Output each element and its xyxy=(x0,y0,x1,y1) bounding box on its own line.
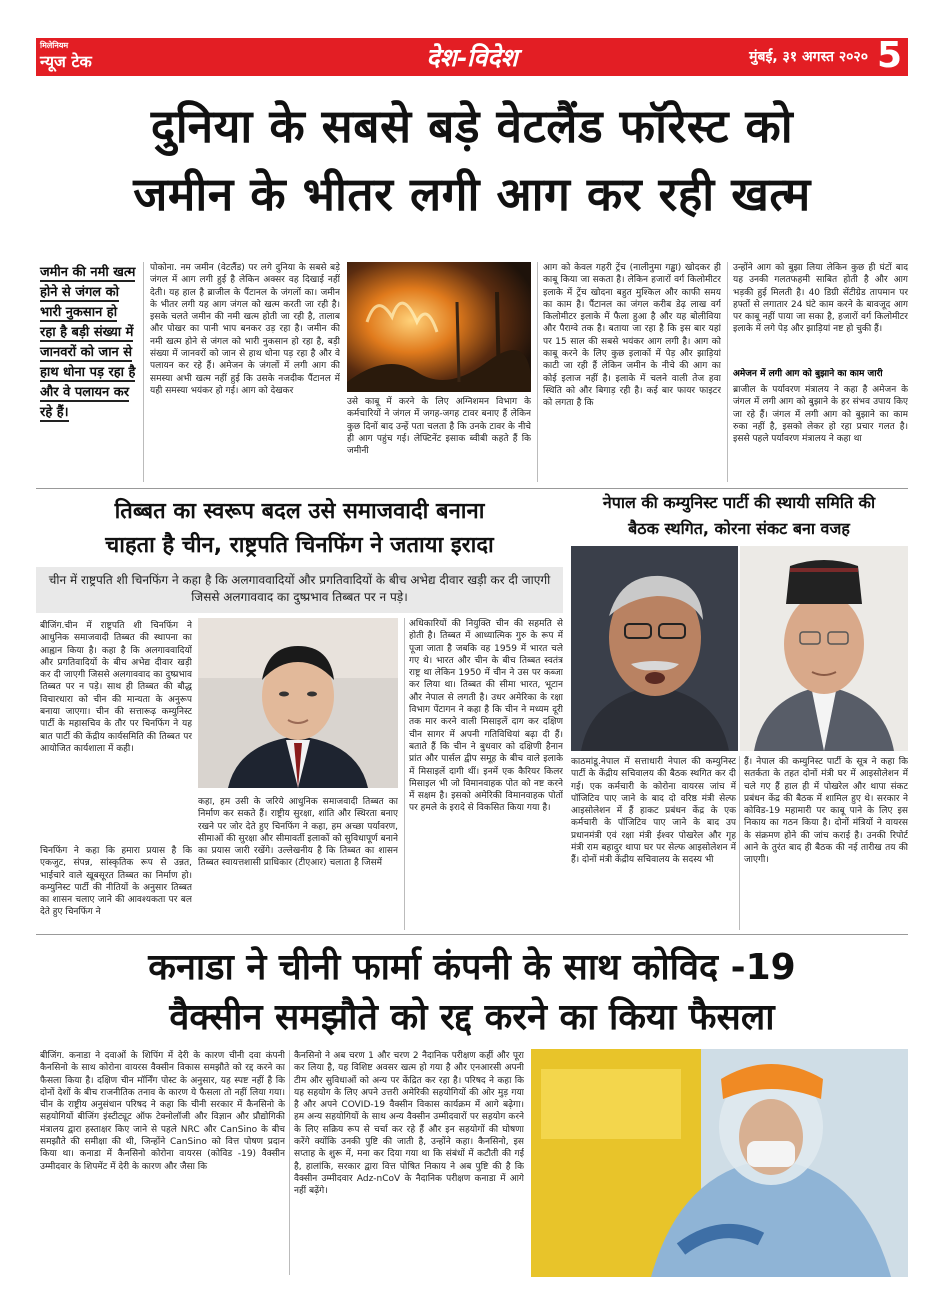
kp-oli-photo xyxy=(740,546,908,751)
story1-column-4-tail: ब्राजील के पर्यावरण मंत्रालय ने कहा है अमेजन के जंगल में लगी आग को बुझाने के हर संभव उपाय किए जा रहे हैं। जंगल में लगी आग को बुझाने का काम रुका नहीं है, इसको लेकर हो रहा प्रचार गलत है। इससे पहले पर्यावरण मंत्रालय ने कहा था xyxy=(733,385,908,445)
xi-jinping-photo xyxy=(198,618,398,788)
brand-name: न्यूज टेक xyxy=(40,52,92,71)
story3-headline-line2: बैठक स्थगित, कोरना संकट बना वजह xyxy=(628,519,850,538)
story3-column-2: हैं। नेपाल की कम्युनिस्ट पार्टी के सूत्र ने कहा कि सतर्कता के तहत दोनों मंत्री घर में आइसोलेशन में चले गए हैं हाल ही में पोखरेल और थापा संकट प्रबंधन केंद्र की बैठक में शामिल हुए थे। सरकार ने कोविड-19 महामारी पर काबू पाने के लिए इस निकाय का गठन किया है। दोनों मंत्रियों ने वायरस के संक्रमण होने की जांच कराई है। उनकी रिपोर्ट आने के तुरंत बाद ही बैठक की नई तारीख तय की जाएगी। xyxy=(744,757,908,866)
column-divider xyxy=(404,618,405,930)
story1-headline-line2: जमीन के भीतर लगी आग कर रही खत्म xyxy=(133,167,811,221)
page-number: 5 xyxy=(876,35,902,76)
story2-column-1: बीजिंग.चीन में राष्ट्रपति शी चिनफिंग ने आधुनिक समाजवादी तिब्बत की स्थापना का आह्वान किया है। कहा है कि अलगाववादियों और प्रगतिवादियों के बीच अभेद्य दीवार खड़ी कर दी जाएगी जिससे अलगाववाद का दुष्प्रभाव तिब्बत पर न पड़े। साथ ही तिब्बत की बौद्ध विचारधारा को चीन की मान्यता के अनुरूप बनाया जाएगा। चीन की सत्तारूढ़ कम्युनिस्ट पार्टी के महासचिव के तौर पर चिनफिंग ने यह बात पार्टी की केंद्रीय कार्यसमिति की तिब्बत पर आयोजित कार्यशाला में कही। xyxy=(40,621,192,754)
story2-column-1b: चिनफिंग ने कहा कि हमारा प्रयास है कि एकजुट, संपन्न, सांस्कृतिक रूप से उन्नत, भाईचारे वाले खूबसूरत तिब्बत का निर्माण हो। कम्युनिस्ट पार्टी की नीतियों के अनुसार तिब्बत का शासन चलाए जाने की आवश्यकता पर बल देते हुए चिनफिंग ने xyxy=(40,846,192,918)
prachanda-photo xyxy=(571,546,738,751)
lab-worker-photo xyxy=(531,1049,908,1277)
column-divider xyxy=(739,756,740,930)
story2-headline-line1: तिब्बत का स्वरूप बदल उसे समाजवादी बनाना xyxy=(114,499,485,524)
header-band xyxy=(36,35,908,76)
story1-column-3: आग को केवल गहरी ट्रेंच (नालीनुमा गड्ढा) खोदकर ही काबू किया जा सकता है। लेकिन हजारों वर्ग किलोमीटर इलाके में ट्रेंच खोदना बहुत मुश्किल और काफी समय का काम है। पैंटानल का जंगल करीब डेढ़ लाख वर्ग किलोमीटर इलाके में फैला हुआ है और यह बोलीविया और पैराग्वे तक है। बताया जा रहा है कि इस बार यहां पर 15 साल की सबसे भयंकर आग लगी है। आग को काबू करने के लिए कुछ इलाकों में पेड़ और झाड़ियां काटी जा रही हैं लेकिन जमीन के नीचे की आग का कोई इलाज नहीं है। इलाके में चलने वाली तेज हवा स्थिति को और बिगाड़ रही है। कई बार फायर फाइटर को लगता है कि xyxy=(543,263,721,409)
pullquote: जमीन की नमी खत्म होने से जंगल को भारी नुकसान हो रहा है बड़ी संख्या में जानवरों को जान से हाथ धोना पड़ रहा है और वे पलायन कर रहे हैं। xyxy=(40,265,136,420)
story4-headline-line1: कनाडा ने चीनी फार्मा कंपनी के साथ कोविद -19 xyxy=(148,947,796,988)
column-divider xyxy=(727,262,728,482)
forest-fire-photo xyxy=(347,262,531,392)
story1-column-1: पोकोना. नम जमीन (वेटलैंड) पर लगे दुनिया के सबसे बड़े जंगल में आग लगी हुई है लेकिन अक्सर वह दिखाई नहीं देती। यह हाल है ब्राजील के पैंटानल के जंगलों का। जमीन के भीतर लगी यह आग जंगल को खत्म करती जा रही है। इसके चलते जमीन की नमी खत्म होती जा रही है, तालाब और पोखर का पानी भाप बनकर उड़ रहा है। जमीन की नमी खत्म होने से जंगल को भारी नुकसान हो रहा है, बड़ी संख्या में जानवरों को जान से हाथ धोना पड़ रहा है और वे पलायन कर रहे हैं। अमेजन के जंगलों में लगी आग की समस्या अभी खत्म नहीं हुई कि उसके नजदीक पैंटानल में यही समस्या भयंकर हो गई। आग को देखकर xyxy=(150,263,340,396)
column-divider xyxy=(289,1050,290,1275)
story2-column-2: कहा, हम उसी के जरिये आधुनिक समाजवादी तिब्बत का निर्माण कर सकते हैं। राष्ट्रीय सुरक्षा, शांति और स्थिरता बनाए रखने पर जोर देते हुए चिनफिंग ने कहा, हम अच्छा पर्यावरण, सीमाओं की सुरक्षा और सीमावर्ती इलाकों को सुविधापूर्ण बनाने का प्रयास जारी रखेंगे। उल्लेखनीय है कि तिब्बत का शासन तिब्बत स्वायत्तशासी प्राधिकार (टीएआर) चलाता है जिसमें xyxy=(198,797,398,869)
section-rule xyxy=(36,488,908,489)
column-divider xyxy=(143,262,144,482)
dateline: मुंबई, ३१ अगस्त २०२० xyxy=(749,49,868,65)
section-title: देश-विदेश xyxy=(426,43,518,72)
story4-column-2: कैनसिनो ने अब चरण 1 और चरण 2 नैदानिक परीक्षण कहीं और पूरा कर लिया है, यह विशिष्ट अवसर खत्म हो गया है और एनआरसी अपनी टीम और सुविधाओं को अन्य पर केंद्रित कर रहा है। परिषद ने कहा कि यह सहयोग के लिए अपने उत्तरी अमेरिकी सहयोगियों की ओर मुड़ गया है और अपने COVID-19 वैक्सीन विकास कार्यक्रम में आगे बढ़ेगा। हम अन्य सहयोगियों के साथ अन्य वैक्सीन उम्मीदवारों पर सहयोग करने के लिए सक्रिय रूप से चर्चा कर रहे हैं और इन सहयोगों की घोषणा करेंगे क्योंकि उनकी पुष्टि की जाती है, उन्होंने कहा। कैनसिनो, इस सप्ताह के शुरू में, मना कर दिया गया था कि संबंधों में कटौती की गई है, हालांकि, सरकार द्वारा वित्त पोषित निकाय ने अब पुष्टि की है कि वैक्सीन उम्मीदवार Adz-nCoV के नैदानिक परीक्षण कनाडा में आगे नहीं बढ़ेंगे। xyxy=(294,1051,524,1197)
section-rule xyxy=(36,934,908,935)
column-divider xyxy=(537,262,538,482)
story3-headline-line1: नेपाल की कम्युनिस्ट पार्टी की स्थायी समिति की xyxy=(602,493,876,512)
story2-subhead: चीन में राष्ट्रपति शी चिनफिंग ने कहा है कि अलगाववादियों और प्रगतिवादियों के बीच अभेद्य दीवार खड़ी कर दी जाएगी जिससे अलगाववाद का दुष्प्रभाव तिब्बत पर न पड़े। xyxy=(36,567,563,613)
story1-column-4: उन्होंने आग को बुझा लिया लेकिन कुछ ही घंटों बाद यह उनकी गलतफहमी साबित होती है और आग भड़की हुई मिलती है। 40 डिग्री सेंटीग्रेड तापमान पर हफ्तों से लगातार 24 घंटे काम करने के बावजूद आग पर काबू नहीं पाया जा सका है, हजारों वर्ग किलोमीटर इलाके में लगे पेड़ और झाड़ियां नष्ट हो चुकी हैं। xyxy=(733,263,908,335)
story2-headline-line2: चाहता है चीन, राष्ट्रपति चिनफिंग ने जताया इरादा xyxy=(105,533,494,558)
story4-headline-line2: वैक्सीन समझौते को रद्द करने का किया फैसला xyxy=(169,997,775,1038)
story4-column-1: बीजिंग. कनाडा ने दवाओं के शिपिंग में देरी के कारण चीनी दवा कंपनी कैनसिनो के साथ कोरोना वायरस वैक्सीन विकास समझौते को रद्द करने का फैसला किया है। दक्षिण चीन मॉर्निंग पोस्ट के अनुसार, यह स्पष्ट नहीं है कि दोनों देशों के बीच राजनीतिक तनाव के कारण ये फैसला तो नहीं लिया गया। चीन के राष्ट्रीय अनुसंधान परिषद ने कहा कि चीनी सरकार में कैनसिनो के सहयोगियों बीजिंग इंस्टीट्यूट ऑफ टेक्नोलॉजी और विज्ञान और प्रौद्योगिकी मंत्रालय द्वारा हस्ताक्षर किए जाने से पहले NRC और CanSino के बीच समझौते की समीक्षा की थी, जिन्होंने CanSino को वित्त पोषण प्रदान किया था। कनाडा में कैनसिनो कोरोना वायरस (कोविड -19) वैक्सीन उम्मीदवार के शिपमेंट में देरी के कारण और जैसा कि xyxy=(40,1051,285,1172)
story2-column-3: अधिकारियों की नियुक्ति चीन की सहमति से होती है। तिब्बत में आध्यात्मिक गुरु के रूप में पूजा जाता है जबकि वह 1959 में भारत चले गए थे। भारत और चीन के बीच तिब्बत स्वतंत्र राष्ट्र था लेकिन 1950 में चीन ने उस पर कब्जा कर लिया था। तिब्बत की सीमा भारत, भूटान और नेपाल से लगती है। उधर अमेरिका के रक्षा विभाग पेंटागन ने कहा है कि चीन ने मध्यम दूरी तक मार करने वाली मिसाइलें दाग कर दक्षिण चीन सागर में अपनी गतिविधियां बढ़ा दी हैं। बताते हैं कि चीन ने बुधवार को दक्षिणी हैनान प्रांत और पार्सल द्वीप समूह के बीच वाले इलाके में मिसाइलें दागी थीं। इनमें एक कैरियर किलर मिसाइल भी जो विमानवाहक पोत को नष्ट करने में सक्षम है। इसको अमेरिकी विमानवाहक पोतों पर हमले के इरादे से विकसित किया गया है। xyxy=(409,619,563,814)
story1-subhead: अमेजन में लगी आग को बुझाने का काम जारी xyxy=(733,369,883,379)
story1-headline-line1: दुनिया के सबसे बड़े वेटलैंड फॉरेस्ट को xyxy=(150,99,794,153)
story3-column-1: काठमांडू.नेपाल में सत्ताधारी नेपाल की कम्युनिस्ट पार्टी के केंद्रीय सचिवालय की बैठक स्थगित कर दी गई। एक कर्मचारी के कोरोना वायरस जांच में पॉजिटिव पाए जाने के बाद दो वरिष्ठ मंत्री सेल्फ आइसोलेशन में हैं हाकट प्रबंधन केंद्र के एक कर्मचारी के पॉजिटिव पाए जाने के बाद उप प्रधानमंत्री एवं रक्षा मंत्री ईश्वर पोखरेल और गृह मंत्री राम बहादुर थापा घर पर सेल्फ आइसोलेशन में हैं। दोनों मंत्री केंद्रीय सचिवालय के सदस्य भी xyxy=(571,757,736,866)
brand-tagline: मिलेनियम xyxy=(40,41,69,50)
story1-column-2: उसे काबू में करने के लिए अग्निशमन विभाग के कर्मचारियों ने जंगल में जगह-जगह टावर बनाए हैं लेकिन कुछ दिनों बाद उन्हें पता चलता है कि उनके टावर के नीचे ही आग पहुंच गई। लेफ्टिनेंट इसाक ब्वीबी कहते हैं कि जमीनी xyxy=(347,397,531,457)
